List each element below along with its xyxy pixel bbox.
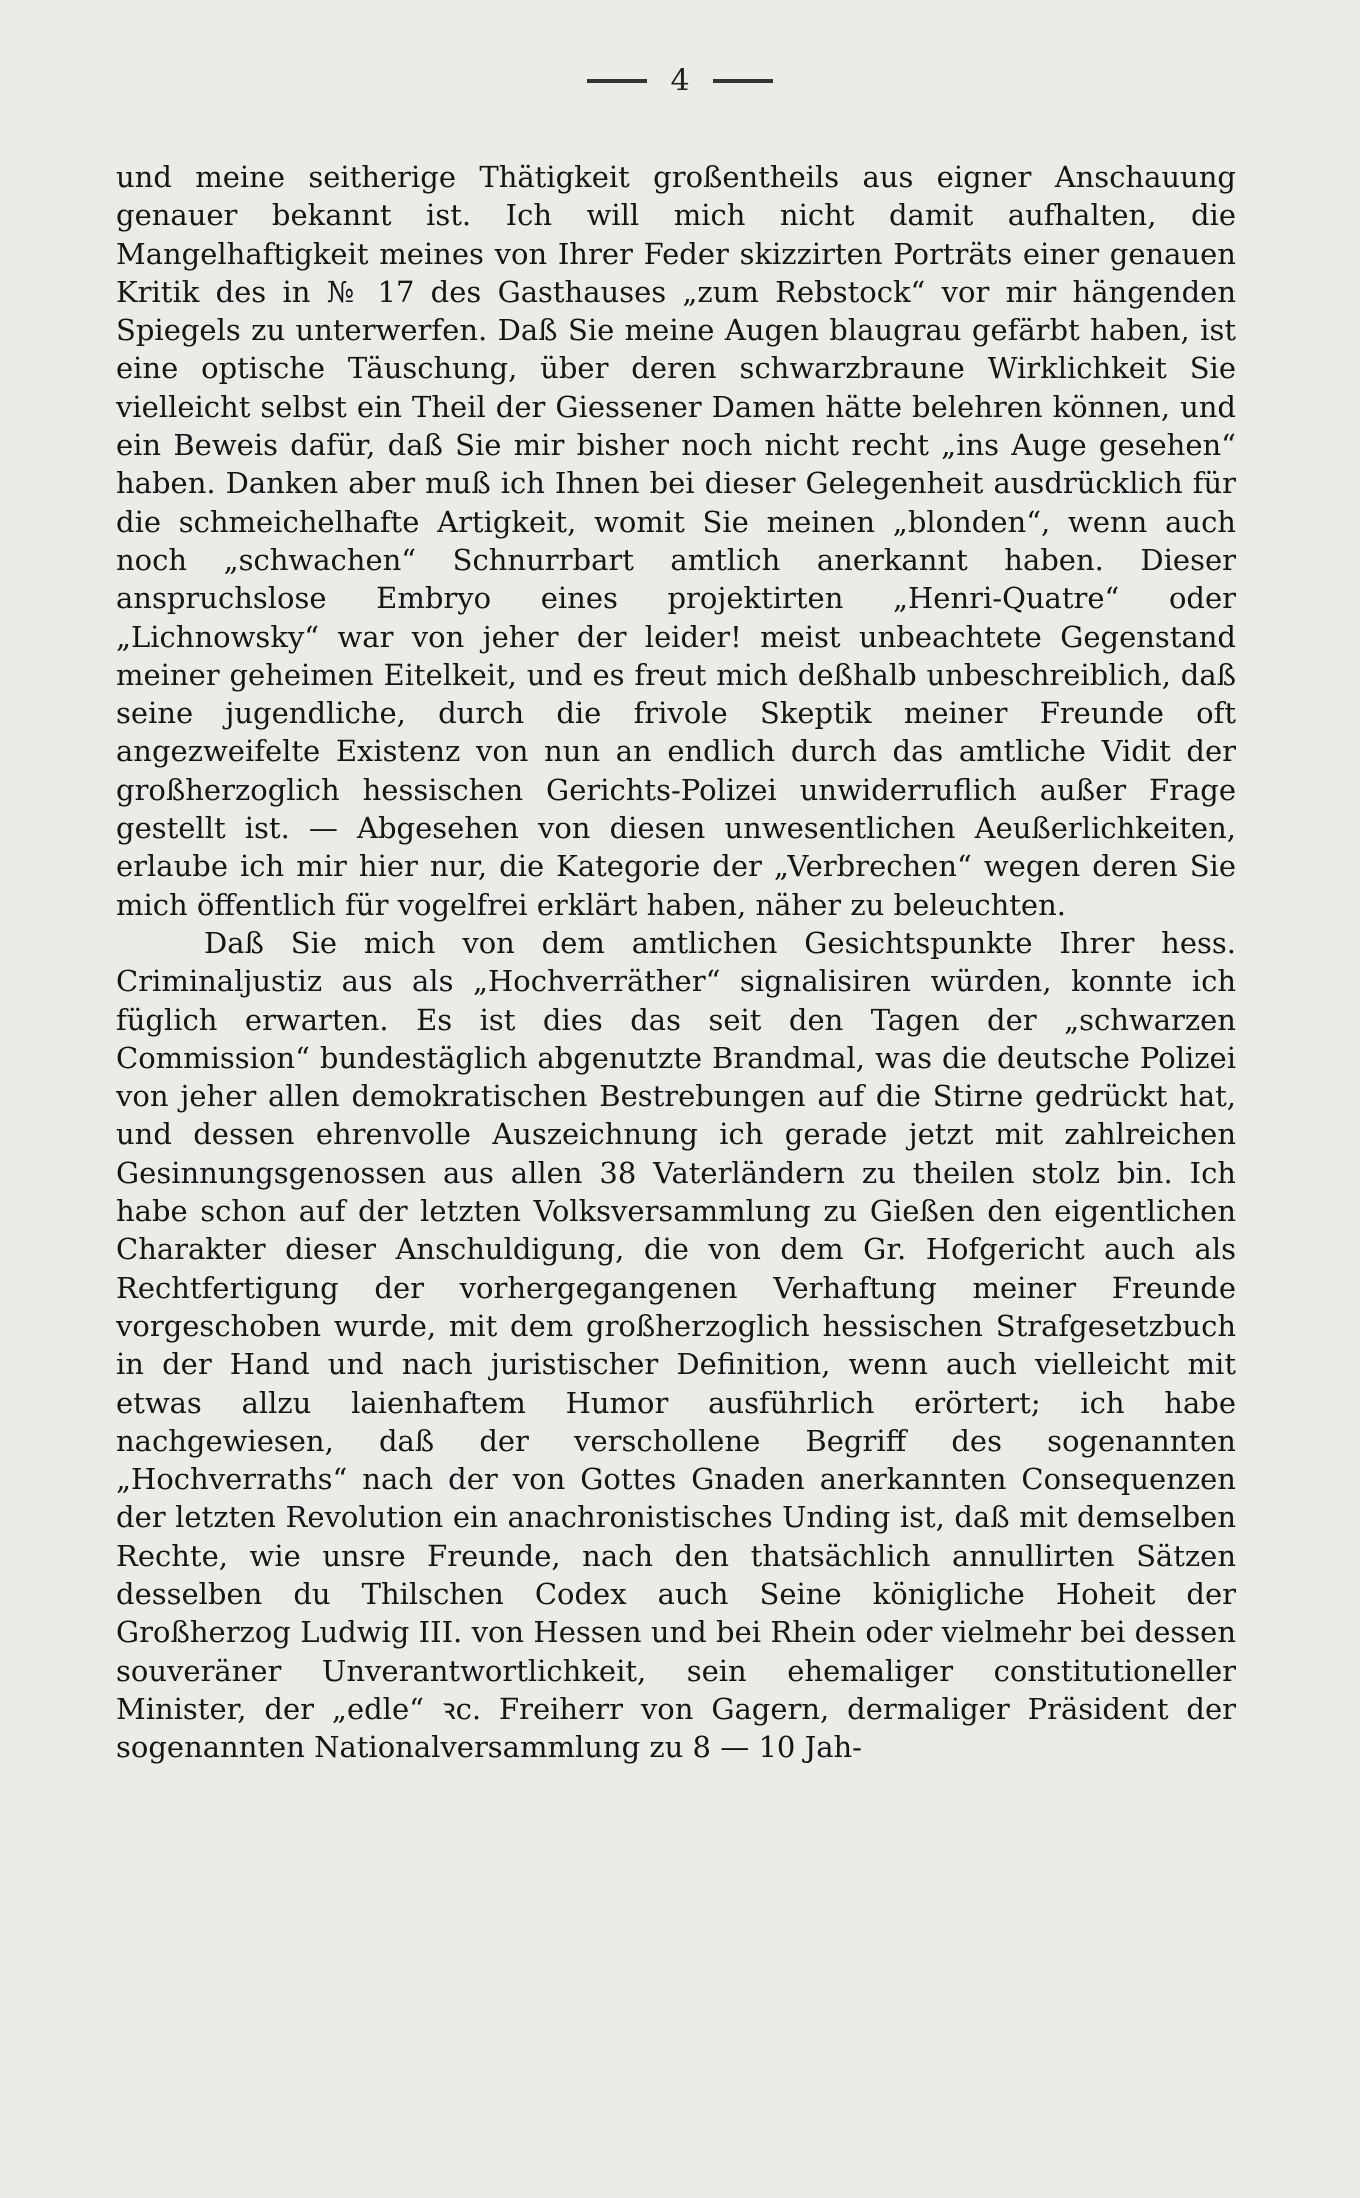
page-number: 4 [670, 63, 690, 99]
page-header [0, 62, 1360, 112]
body-text [116, 158, 1236, 1766]
header-rule-right [713, 79, 773, 83]
paragraph-2: Daß Sie mich von dem amtlichen Gesichtspunkte Ihrer hess. Criminaljustiz aus als „Hochverräther“ signalisiren würden, konnte ich füglich erwarten. Es ist dies das seit den Tagen der „schwarzen Commission“ bundestäglich abgenutzte Brandmal, was die deutsche Polizei von jeher allen demokratischen Bestrebungen auf die Stirne gedrückt hat, und dessen ehrenvolle Auszeichnung ich gerade jetzt mit zahlreichen Gesinnungsgenossen aus allen 38 Vaterländern zu theilen stolz bin. Ich habe schon auf der letzten Volksversammlung zu Gießen den eigentlichen Charakter dieser Anschuldigung, die von dem Gr. Hofgericht auch als Rechtfertigung der vorhergegangenen Verhaftung meiner Freunde vorgeschoben wurde, mit dem großherzoglich hessischen Strafgesetzbuch in der Hand und nach juristischer Definition, wenn auch vielleicht mit etwas allzu laienhaftem Humor ausführlich erörtert; ich habe nachgewiesen, daß der verschollene Begriff des sogenannten „Hochverraths“ nach der von Gottes Gnaden anerkannten Consequenzen der letzten Revolution ein anachronistisches Unding ist, daß mit demselben Rechte, wie unsre Freunde, nach den thatsächlich annullirten Sätzen desselben du Thilschen Codex auch Seine königliche Hoheit der Großherzog Ludwig III. von Hessen und bei Rhein oder vielmehr bei dessen souveräner Unverantwortlichkeit, sein ehemaliger constitutioneller Minister, der „edle“ ꝛc. Freiherr von Gagern, dermaliger Präsident der sogenannten Nationalversammlung zu 8 — 10 Jah- [116, 925, 1236, 1765]
header-rule-left [587, 79, 647, 83]
paragraph-1: und meine seitherige Thätigkeit großentheils aus eigner Anschauung genauer bekannt ist. Ich will mich nicht damit aufhalten, die Mangelhaftigkeit meines von Ihrer Feder skizzirten Porträts einer genauen Kritik des in № 17 des Gasthauses „zum Rebstock“ vor mir hängenden Spiegels zu unterwerfen. Daß Sie meine Augen blaugrau gefärbt haben, ist eine optische Täuschung, über deren schwarzbraune Wirklichkeit Sie vielleicht selbst ein Theil der Giessener Damen hätte belehren können, und ein Beweis dafür, daß Sie mir bisher noch nicht recht „ins Auge gesehen“ haben. Danken aber muß ich Ihnen bei dieser Gelegenheit ausdrücklich für die schmeichelhafte Artigkeit, womit Sie meinen „blonden“, wenn auch noch „schwachen“ Schnurrbart amtlich anerkannt haben. Dieser anspruchslose Embryo eines projektirten „Henri-Quatre“ oder „Lichnowsky“ war von jeher der leider! meist unbeachtete Gegenstand meiner geheimen Eitelkeit, und es freut mich deßhalb unbeschreiblich, daß seine jugendliche, durch die frivole Skeptik meiner Freunde oft angezweifelte Existenz von nun an endlich durch das amtliche Vidit der großherzoglich hessischen Gerichts-Polizei unwiderruflich außer Frage gestellt ist. — Abgesehen von diesen unwesentlichen Aeußerlichkeiten, erlaube ich mir hier nur, die Kategorie der „Verbrechen“ wegen deren Sie mich öffentlich für vogelfrei erklärt haben, näher zu beleuchten. [116, 160, 1236, 922]
